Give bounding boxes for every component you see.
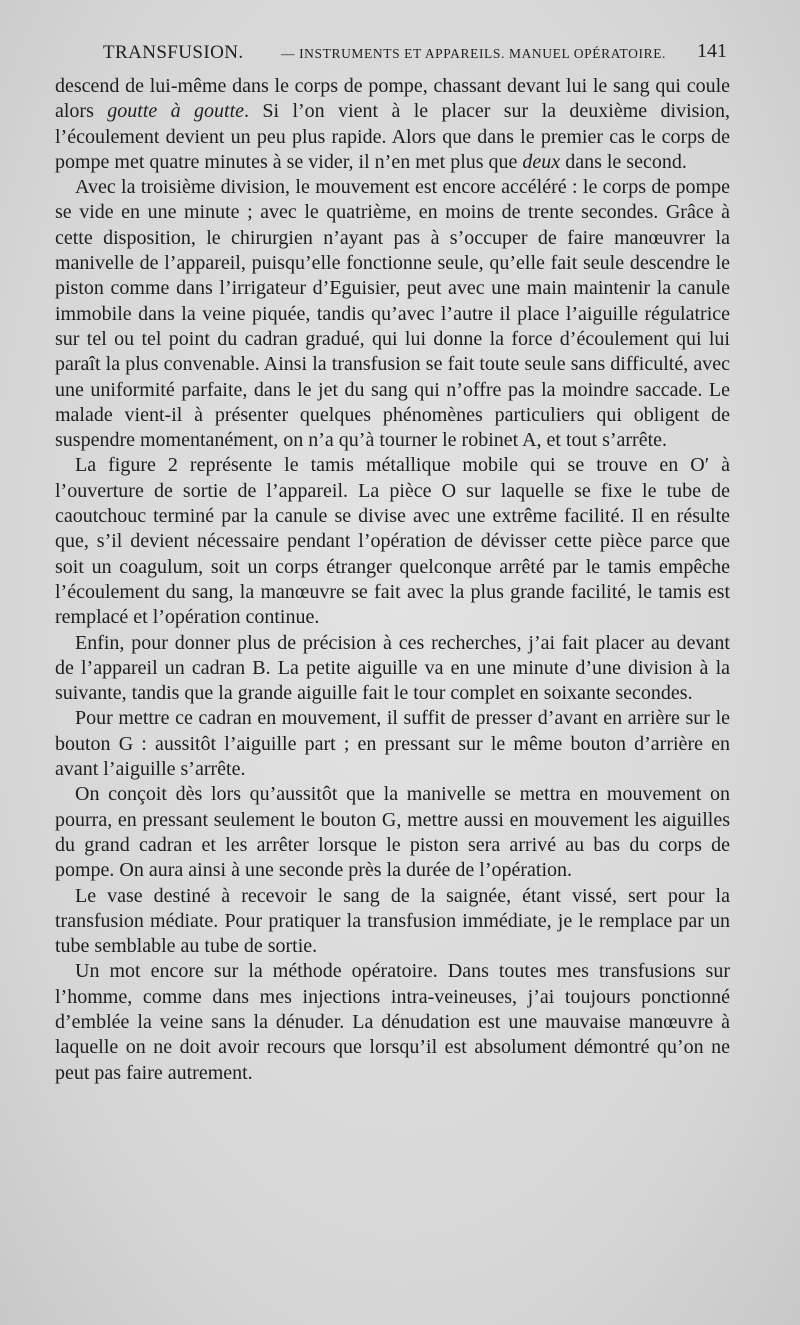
running-head bbox=[55, 38, 730, 74]
paragraph-1-part-c: dans le second. bbox=[560, 150, 687, 173]
paragraph-2: Avec la troisième division, le mouvement est encore accéléré : le corps de pompe se vide en une minute ; avec le quatrième, en moins de trente secondes. Grâce à cette disposition, le chirurgien n’ayant pas à s’occuper de faire manœuvrer la manivelle de l’appareil, puisqu’elle fonctionne seule, qu’elle fait seule descendre le piston comme dans l’irrigateur d’Eguisier, peut avec une main maintenir la canule immobile dans la veine piquée, tandis qu’avec l’autre il place l’aiguille régulatrice sur tel ou tel point du cadran gradué, qui lui donne la force d’écoulement qui lui paraît la plus convenable. Ainsi la transfusion se fait toute seule sans difficulté, avec une uniformité parfaite, dans le jet du sang qui n’offre pas la moindre saccade. Le malade vient-il à présenter quelques phénomènes particuliers qui obligent de suspendre momentanément, on n’a qu’à tourner le robinet A, et tout s’arrête. bbox=[55, 176, 730, 452]
paragraph-4: Enfin, pour donner plus de précision à ces recherches, j’ai fait placer au devant de l’appareil un cadran B. La petite aiguille va en une minute d’une division à la suivante, tandis que la grande aiguille fait le tour complet en soixante secondes. bbox=[55, 631, 730, 705]
emphasis-goutte-a-goutte: goutte à goutte bbox=[107, 100, 245, 123]
paragraph-7: Le vase destiné à recevoir le sang de la saignée, étant vissé, sert pour la transfusion médiate. Pour pratiquer la transfusion immédiate, je le remplace par un tube semblable au tube de sortie. bbox=[55, 884, 730, 958]
paragraph-1-part-a: descend de lui-même dans le corps de pompe, chassant devant lui le sang qui coule alors bbox=[55, 75, 730, 123]
paragraph-3: La figure 2 représente le tamis métallique mobile qui se trouve en O′ à l’ouverture de sortie de l’appareil. La pièce O sur laquelle se fixe le tube de caoutchouc terminé par la canule se divise avec une extrême facilité. Il en résulte que, s’il devient nécessaire pendant l’opération de dévisser cette pièce parce que soit un coagulum, soit un corps étranger quelconque arrêté par le tamis empêche l’écoulement du sang, la manœuvre se fait avec la plus grande facilité, le tamis est remplacé et l’opération continue. bbox=[55, 454, 730, 629]
running-head-subtitle: — INSTRUMENTS ET APPAREILS. MANUEL OPÉRATOIRE. bbox=[281, 46, 667, 61]
paragraph-1-part-b: . Si l’on vient à le placer sur la deuxième division, l’écoulement devient un peu plus rapide. Alors que dans le premier cas le corps de pompe met quatre minutes à se vider, il n’en met plus que bbox=[55, 100, 730, 173]
paragraph-8: Un mot encore sur la méthode opératoire. Dans toutes mes transfusions sur l’homme, comme dans mes injections intra-veineuses, j’ai toujours ponctionné d’emblée la veine sans la dénuder. La dénudation est une mauvaise manœuvre à laquelle on ne doit avoir recours que lorsqu’il est absolument démontré qu’on ne peut pas faire autrement. bbox=[55, 960, 730, 1084]
running-head-title: TRANSFUSION. bbox=[103, 42, 244, 63]
book-page bbox=[55, 38, 730, 1086]
paragraph-1 bbox=[55, 74, 730, 175]
paragraph-6: On conçoit dès lors qu’aussitôt que la manivelle se mettra en mouvement on pourra, en pressant seulement le bouton G, mettre aussi en mouvement les aiguilles du grand cadran et les arrêter lorsque le piston sera arrivé au bas du corps de pompe. On aura ainsi à une seconde près la durée de l’opération. bbox=[55, 783, 730, 882]
body-text bbox=[55, 74, 730, 1086]
page-number: 141 bbox=[697, 40, 727, 62]
paragraph-5: Pour mettre ce cadran en mouvement, il suffit de presser d’avant en arrière sur le bouton G : aussitôt l’aiguille part ; en pressant sur le même bouton d’arrière en avant l’aiguille s’arrête. bbox=[55, 707, 730, 781]
emphasis-deux: deux bbox=[522, 150, 561, 173]
